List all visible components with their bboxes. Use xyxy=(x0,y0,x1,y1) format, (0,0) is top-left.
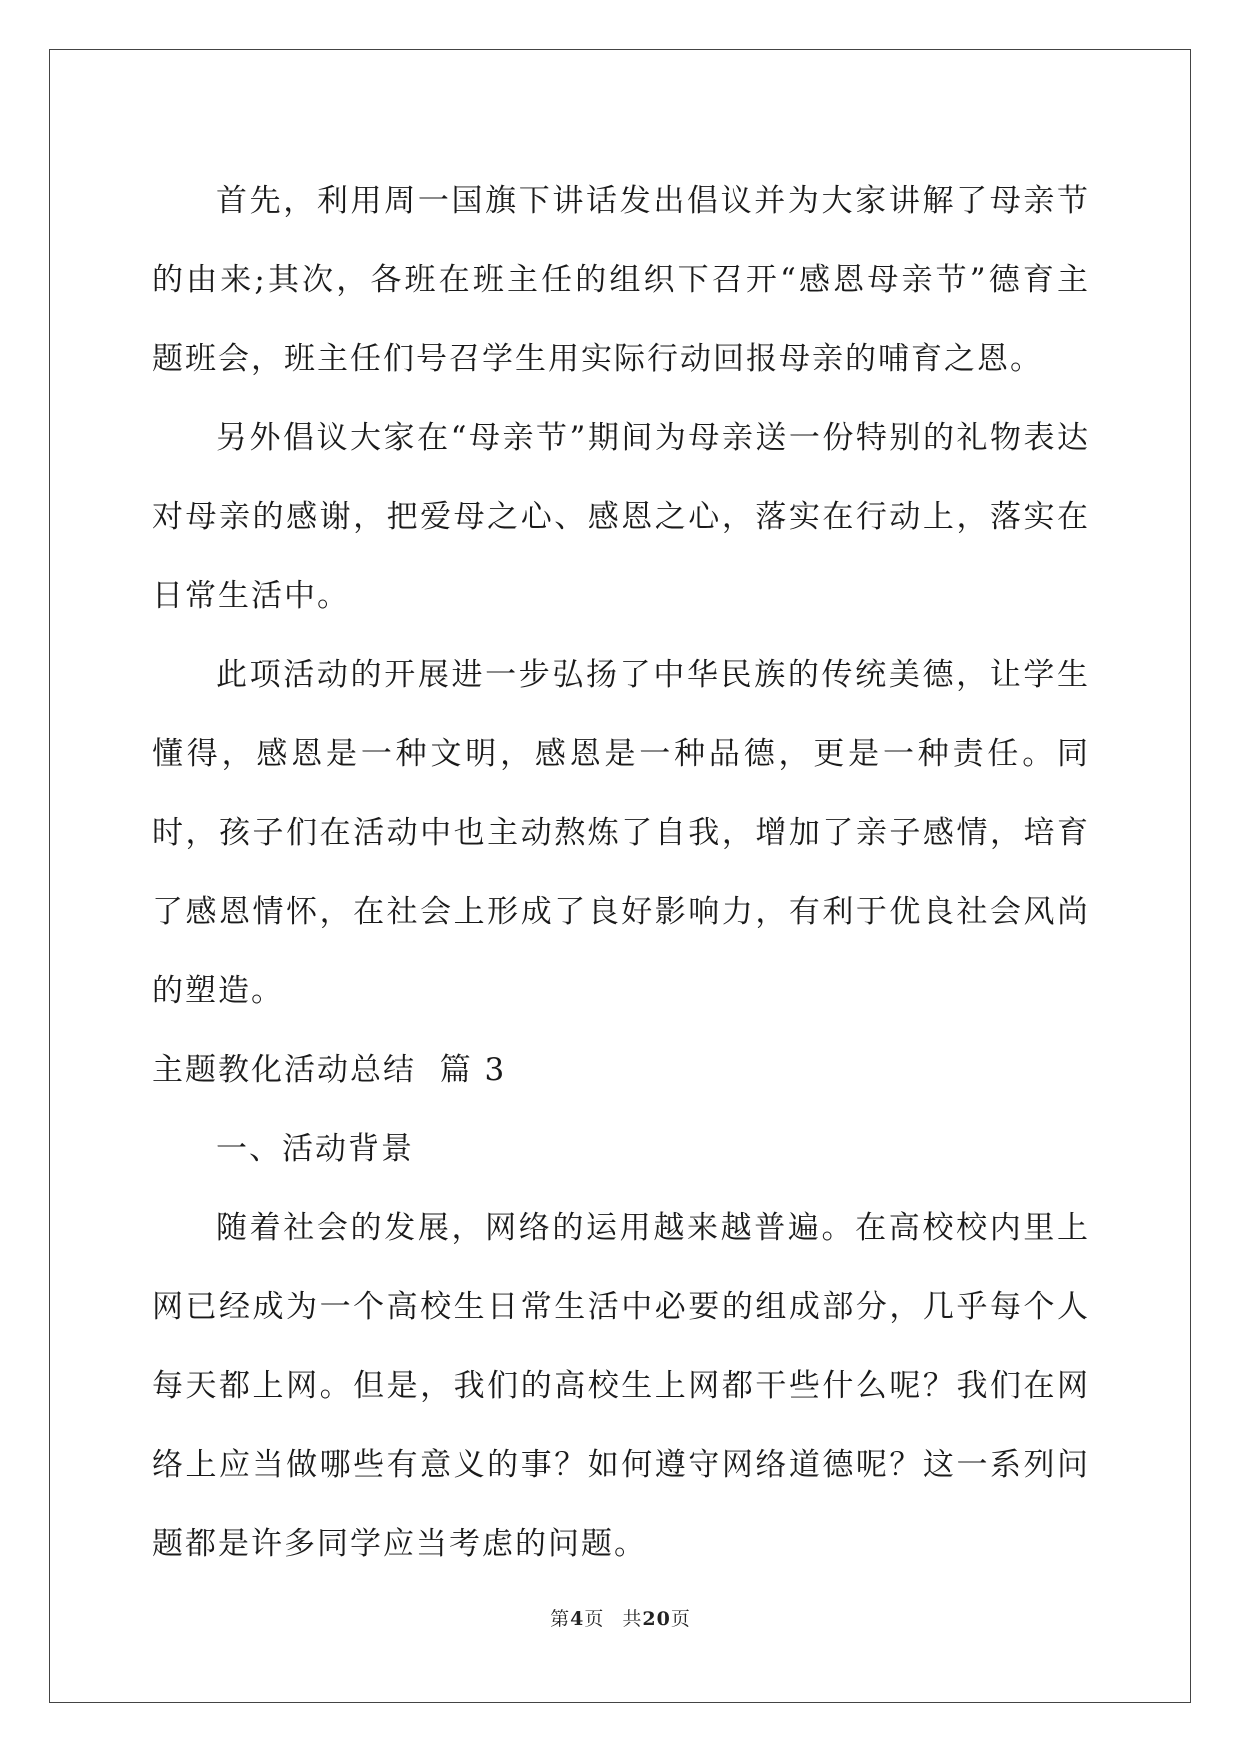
subheading: 一、活动背景 xyxy=(216,1131,414,1167)
page-prefix: 第 xyxy=(550,1608,571,1630)
total-prefix: 共 xyxy=(622,1608,643,1630)
paragraph-4: 随着社会的发展，网络的运用越来越普遍。在高校校内里上网已经成为一个高校生日常生活中必要的组成部分，几乎每个人每天都上网。但是，我们的高校生上网都干些什么呢？我们在网络上应当做哪些有意义的事？如何遵守网络道德呢？这一系列问题都是许多同学应当考虑的问题。 xyxy=(152,1210,1090,1562)
total-suffix: 页 xyxy=(670,1608,691,1630)
paragraph-3: 此项活动的开展进一步弘扬了中华民族的传统美德，让学生懂得，感恩是一种文明，感恩是一种品德，更是一种责任。同时，孩子们在活动中也主动熬炼了自我，增加了亲子感情，培育了感恩情怀，在社会上形成了良好影响力，有利于优良社会风尚的塑造。 xyxy=(152,657,1090,1009)
page-number: 4 xyxy=(570,1608,585,1630)
section-heading: 主题教化活动总结 篇 3 xyxy=(152,1052,507,1088)
page-footer xyxy=(0,1604,1241,1631)
page-suffix: 页 xyxy=(584,1608,605,1630)
paragraph-1: 首先，利用周一国旗下讲话发出倡议并为大家讲解了母亲节的由来;其次，各班在班主任的组织下召开“感恩母亲节”德育主题班会，班主任们号召学生用实际行动回报母亲的哺育之恩。 xyxy=(152,183,1090,377)
total-pages: 20 xyxy=(642,1608,671,1630)
paragraph-2: 另外倡议大家在“母亲节”期间为母亲送一份特别的礼物表达对母亲的感谢，把爱母之心、感恩之心，落实在行动上，落实在日常生活中。 xyxy=(152,420,1090,614)
document-body xyxy=(152,162,1090,1584)
